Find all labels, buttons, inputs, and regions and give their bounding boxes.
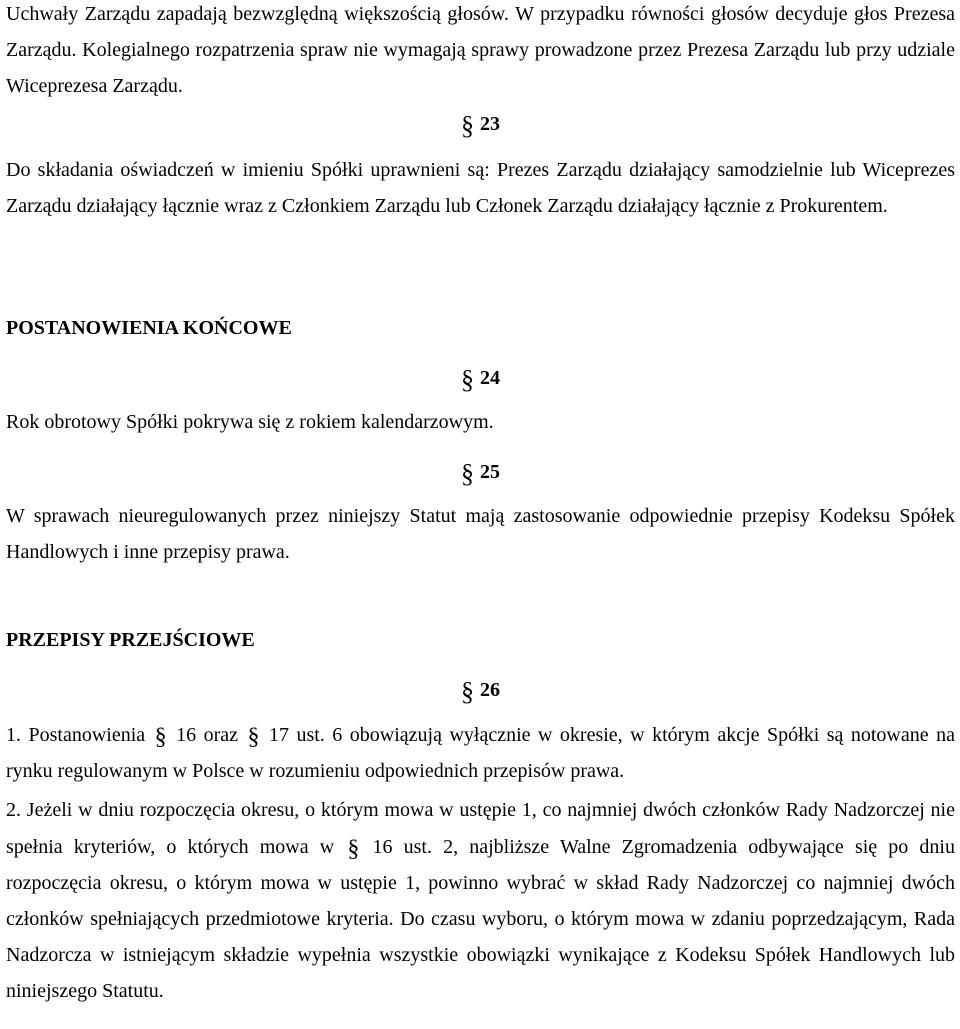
section-heading-23	[461, 104, 500, 142]
section-sign-icon: §	[461, 677, 474, 706]
text-run: 1. Postanowienia	[6, 724, 153, 746]
paragraph-25: W sprawach nieuregulowanych przez niniejszy Statut mają zastosowanie odpowiednie przepisy Kodeksu Spółek Handlowych i inne przepisy prawa.	[6, 505, 955, 563]
paragraph-23: Do składania oświadczeń w imieniu Spółki uprawnieni są: Prezes Zarządu działający samodzielnie lub Wiceprezes Zarządu działający łącznie wraz z Członkiem Zarządu lub Członek Zarządu działający łącznie z Prokurentem.	[6, 159, 955, 217]
paragraph-board-resolutions: Uchwały Zarządu zapadają bezwzględną większością głosów. W przypadku równości głosów decyduje głos Prezesa Zarządu. Kolegialnego rozpatrzenia spraw nie wymagają sprawy prowadzone przez Prezesa Zarządu lub przy udziale Wiceprezesa Zarządu.	[6, 3, 955, 97]
section-heading-25	[461, 452, 500, 490]
paragraph-26-1	[6, 716, 955, 789]
section-number: 25	[480, 461, 500, 483]
heading-final-provisions: POSTANOWIENIA KOŃCOWE	[6, 317, 292, 339]
section-sign-icon: §	[347, 836, 360, 862]
section-number: 24	[480, 367, 500, 389]
text-run: 16 ust. 2, najbliższe Walne Zgromadzenia odbywające się po dniu rozpoczęcia okresu, o którym mowa w ustępie 1, powinno wybrać w skład Rady Nadzorczej co najmniej dwóch członków spełniających przedmiotowe kryteria. Do czasu wyboru, o którym mowa w zdaniu poprzedzającym, Rada Nadzorcza w istniejącym składzie wypełnia wszystkie obowiązki wynikające z Kodeksu Spółek Handlowych lub niniejszego Statutu.	[6, 836, 955, 1002]
section-number: 23	[480, 113, 500, 135]
paragraph-24: Rok obrotowy Spółki pokrywa się z rokiem kalendarzowym.	[6, 411, 494, 433]
section-sign-icon: §	[247, 724, 260, 750]
text-run: 17 ust. 6 obowiązują wyłącznie w okresie, w którym akcje Spółki są notowane na rynku regulowanym w Polsce w rozumieniu odpowiednich przepisów prawa.	[6, 724, 955, 782]
section-number: 26	[480, 679, 500, 701]
text-run: 16 oraz	[168, 724, 246, 746]
section-sign-icon: §	[154, 724, 167, 750]
section-sign-icon: §	[461, 459, 474, 488]
section-heading-26	[461, 670, 500, 708]
section-heading-24	[461, 358, 500, 396]
section-sign-icon: §	[461, 111, 474, 140]
heading-transitional-provisions: PRZEPISY PRZEJŚCIOWE	[6, 629, 255, 651]
text-run: 2. Jeżeli w dniu rozpoczęcia okresu, o którym mowa w ustępie 1, co najmniej dwóch członków Rady Nadzorczej nie spełnia kryteriów, o których mowa w	[6, 799, 955, 858]
paragraph-26-2	[6, 792, 955, 1009]
section-sign-icon: §	[461, 365, 474, 394]
